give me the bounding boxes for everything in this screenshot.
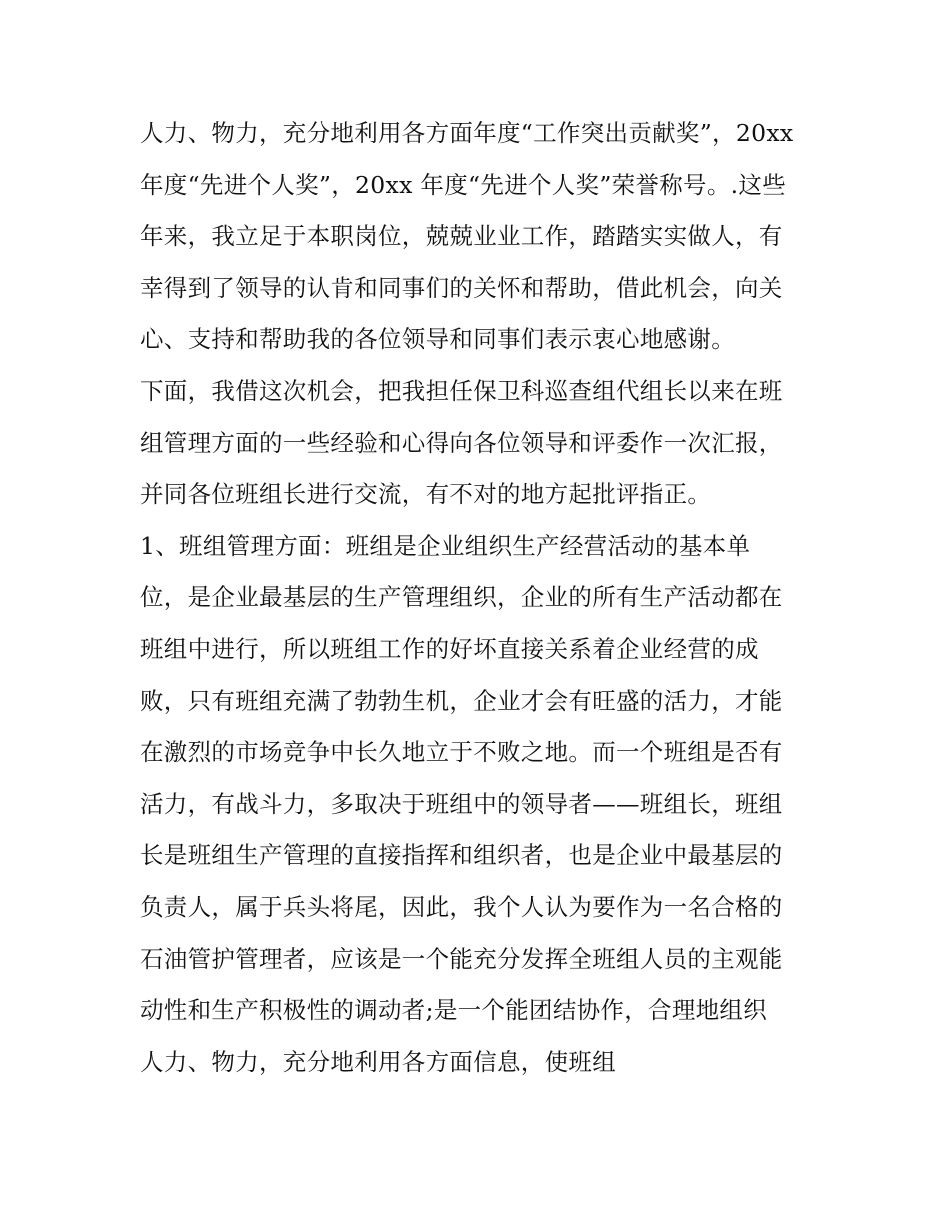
text-line: 年来，我立足于本职岗位，兢兢业业工作，踏踏实实做人，有: [140, 222, 783, 251]
text-line: 动性和生产积极性的调动者;是一个能团结协作，合理地组织: [140, 996, 768, 1025]
text-line: 心、支持和帮助我的各位领导和同事们表示衷心地感谢。: [140, 325, 735, 354]
text-line: 组管理方面的一些经验和心得向各位领导和评委作一次汇报，: [140, 428, 783, 457]
text-line: 在激烈的市场竞争中长久地立于不败之地。而一个班组是否有: [140, 738, 783, 767]
text-line: 班组中进行，所以班组工作的好坏直接关系着企业经营的成: [140, 634, 759, 663]
text-line: 人力、物力，充分地利用各方面信息，使班组: [140, 1047, 616, 1076]
text-line: 石油管护管理者，应该是一个能充分发挥全班组人员的主观能: [140, 944, 783, 973]
text-line: 负责人，属于兵头将尾，因此，我个人认为要作为一名合格的: [140, 892, 783, 921]
text-line: 人力、物力，充分地利用各方面年度“工作突出贡献奖”，20xx: [140, 119, 794, 147]
text-line: 活力，有战斗力，多取决于班组中的领导者——班组长，班组: [140, 789, 783, 818]
text-line: 败，只有班组充满了勃勃生机，企业才会有旺盛的活力，才能: [140, 686, 783, 715]
text-line: 1、班组管理方面：班组是企业组织生产经营活动的基本单: [140, 531, 751, 560]
text-line: 下面，我借这次机会，把我担任保卫科巡查组代组长以来在班: [140, 376, 783, 405]
text-line: 年度“先进个人奖”，20xx 年度“先进个人奖”荣誉称号。.这些: [140, 170, 787, 199]
body-text: [140, 108, 830, 1088]
text-line: 长是班组生产管理的直接指挥和组织者，也是企业中最基层的: [140, 841, 783, 870]
text-line: 并同各位班组长进行交流，有不对的地方起批评指正。: [140, 480, 712, 509]
text-line: 位，是企业最基层的生产管理组织，企业的所有生产活动都在: [140, 583, 783, 612]
text-line: 幸得到了领导的认肯和同事们的关怀和帮助，借此机会，向关: [140, 273, 783, 302]
